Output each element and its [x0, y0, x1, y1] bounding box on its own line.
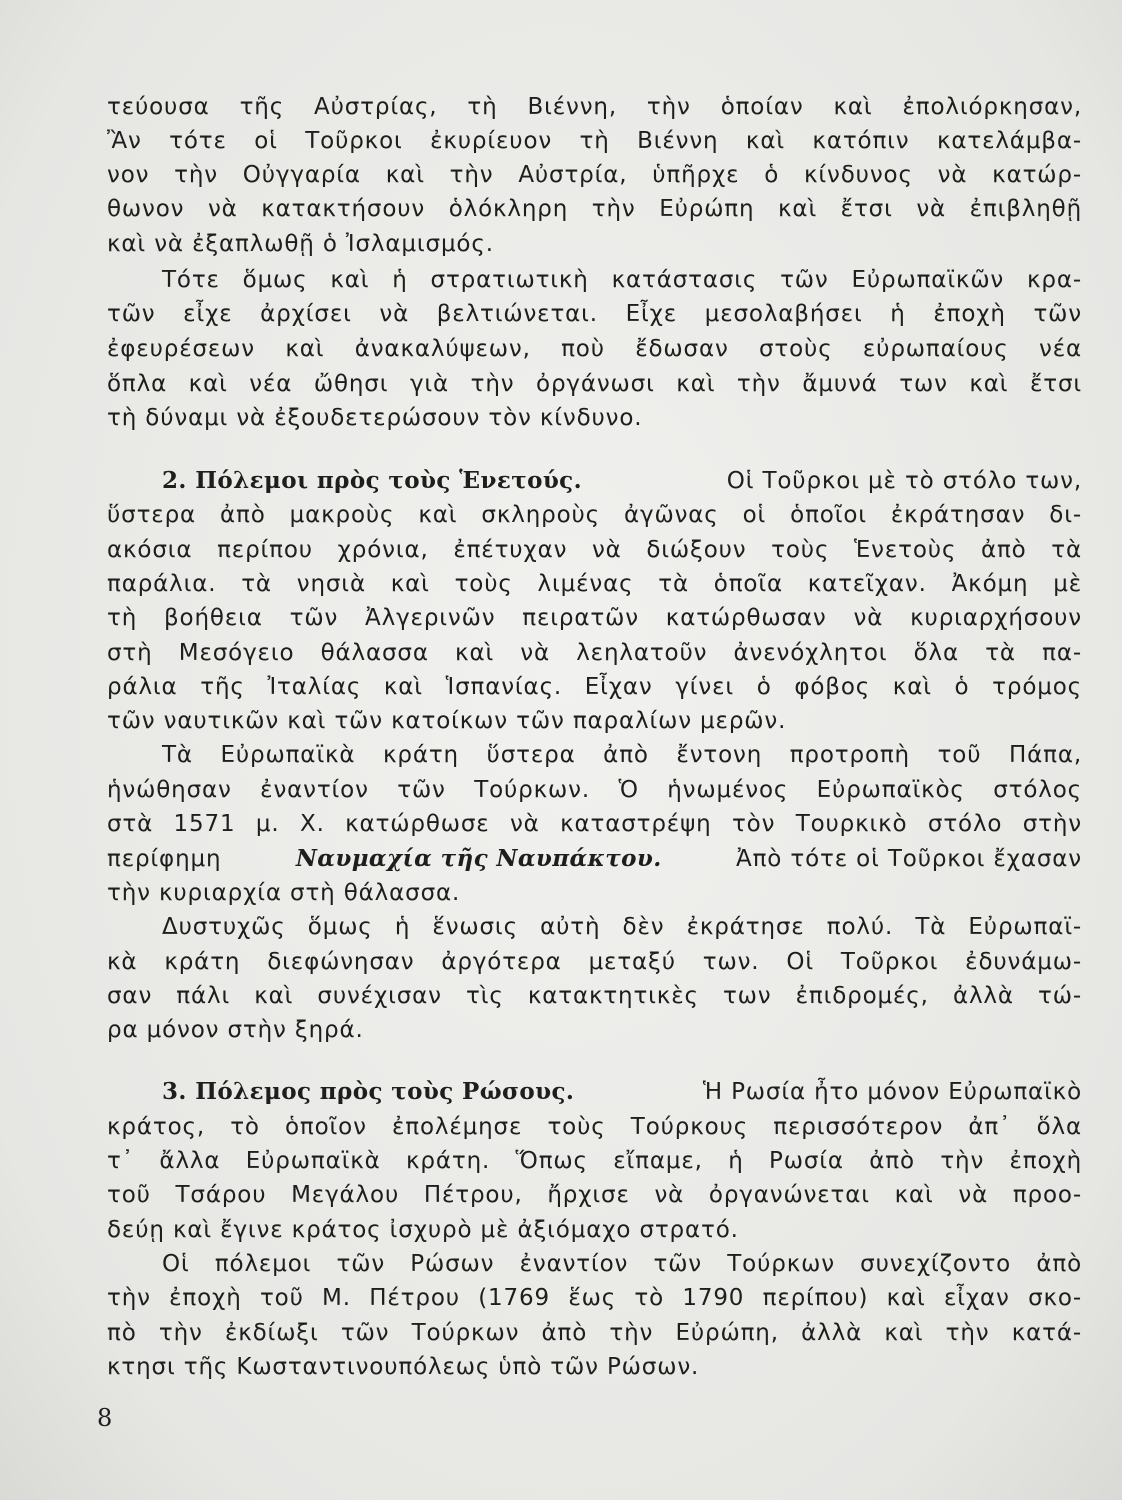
- text-line: τεύουσα τῆς Αὐστρίας, τὴ Βιέννη, τὴν ὁποίαν καὶ ἐπολιόρκησαν,: [107, 94, 1082, 120]
- text-line: τὴ δύναμι νὰ ἐξουδετερώσουν τὸν κίνδυνο.: [107, 405, 643, 431]
- text-line: στὰ 1571 μ. Χ. κατώρθωσε νὰ καταστρέψη τὸν Τουρκικὸ στόλο στὴν: [107, 811, 1082, 837]
- text-line: Τὰ Εὐρωπαϊκὰ κράτη ὕστερα ἀπὸ ἔντονη προτροπὴ τοῦ Πάπα,: [162, 742, 1082, 768]
- text-line: τὴν ἐποχὴ τοῦ Μ. Πέτρου (1769 ἕως τὸ 1790 περίπου) καὶ εἶχαν σκο-: [107, 1285, 1082, 1311]
- text-line: σαν πάλι καὶ συνέχισαν τὶς κατακτητικὲς των ἐπιδρομές, ἀλλὰ τώ-: [107, 983, 1082, 1009]
- text-line: ακόσια περίπου χρόνια, ἐπέτυχαν νὰ διώξουν τοὺς Ἑνετοὺς ἀπὸ τὰ: [107, 537, 1082, 563]
- text-line: στὴ Μεσόγειο θάλασσα καὶ νὰ λεηλατοῦν ἀνενόχλητοι ὅλα τὰ πα-: [107, 640, 1082, 666]
- text-line: τῶν ναυτικῶν καὶ τῶν κατοίκων τῶν παραλίων μερῶν.: [107, 708, 787, 734]
- text-line: δεύῃ καὶ ἔγινε κράτος ἰσχυρὸ μὲ ἀξιόμαχο στρατό.: [107, 1217, 739, 1243]
- text-line: καὶ νὰ ἐξαπλωθῇ ὁ Ἰσλαμισμός.: [107, 231, 494, 257]
- text-segment: περίφημη: [107, 846, 222, 872]
- page-number: 8: [97, 1404, 113, 1432]
- text-line: Δυστυχῶς ὅμως ἡ ἕνωσις αὐτὴ δὲν ἐκράτησε πολύ. Τὰ Εὐρωπαϊ-: [162, 914, 1082, 940]
- text-line: ὕστερα ἀπὸ μακροὺς καὶ σκληροὺς ἀγῶνας οἱ ὁποῖοι ἐκράτησαν δι-: [107, 502, 1082, 528]
- text-line: τ᾽ ἄλλα Εὐρωπαϊκὰ κράτη. Ὅπως εἴπαμε, ἡ Ρωσία ἀπὸ τὴν ἐποχὴ: [107, 1148, 1082, 1174]
- text-line: τοῦ Τσάρου Μεγάλου Πέτρου, ἤρχισε νὰ ὀργανώνεται καὶ νὰ προο-: [107, 1182, 1082, 1208]
- text-segment: Ἡ Ρωσία ἦτο μόνον Εὐρωπαϊκὸ: [702, 1079, 1082, 1105]
- text-line: Ἂν τότε οἱ Τοῦρκοι ἐκυρίευον τὴ Βιέννη καὶ κατόπιν κατελάμβα-: [107, 128, 1082, 154]
- text-line: κράτος, τὸ ὁποῖον ἐπολέμησε τοὺς Τούρκους περισσότερον ἀπ᾽ ὅλα: [107, 1114, 1082, 1140]
- text-line: παράλια. τὰ νησιὰ καὶ τοὺς λιμένας τὰ ὁποῖα κατεῖχαν. Ἀκόμη μὲ: [107, 571, 1082, 597]
- text-line: τὴν κυριαρχία στὴ θάλασσα.: [107, 880, 461, 906]
- text-segment: Ἀπὸ τότε οἱ Τοῦρκοι ἔχασαν: [736, 846, 1082, 872]
- text-line: κὰ κράτη διεφώνησαν ἀργότερα μεταξύ των. Οἱ Τοῦρκοι ἐδυνάμω-: [107, 949, 1082, 975]
- text-line: ἐφευρέσεων καὶ ἀνακαλύψεων, ποὺ ἔδωσαν στοὺς εὐρωπαίους νέα: [107, 336, 1082, 362]
- text-line: νον τὴν Οὐγγαρία καὶ τὴν Αὐστρία, ὑπῆρχε ὁ κίνδυνος νὰ κατώρ-: [107, 162, 1082, 188]
- text-line: τὴ βοήθεια τῶν Ἀλγερινῶν πειρατῶν κατώρθωσαν νὰ κυριαρχήσουν: [107, 605, 1082, 631]
- text-line: ἡνώθησαν ἐναντίον τῶν Τούρκων. Ὁ ἡνωμένος Εὐρωπαϊκὸς στόλος: [107, 777, 1082, 803]
- section-heading: 3. Πόλεμος πρὸς τοὺς Ρώσους.: [162, 1078, 575, 1105]
- text-line: θωνον νὰ κατακτήσουν ὁλόκληρη τὴν Εὐρώπη καὶ ἔτσι νὰ ἐπιβληθῇ: [107, 196, 1082, 222]
- text-line: Τότε ὅμως καὶ ἡ στρατιωτικὴ κατάστασις τῶν Εὐρωπαϊκῶν κρα-: [162, 267, 1082, 293]
- text-line: ρα μόνον στὴν ξηρά.: [107, 1017, 364, 1043]
- text-line: ὅπλα καὶ νέα ὤθησι γιὰ τὴν ὀργάνωσι καὶ τὴν ἄμυνά των καὶ ἔτσι: [107, 371, 1082, 397]
- section-heading: 2. Πόλεμοι πρὸς τοὺς Ἑνετούς.: [162, 467, 582, 494]
- text-line: ράλια τῆς Ἰταλίας καὶ Ἱσπανίας. Εἶχαν γίνει ὁ φόβος καὶ ὁ τρόμος: [107, 674, 1082, 700]
- text-line: πὸ τὴν ἐκδίωξι τῶν Τούρκων ἀπὸ τὴν Εὐρώπη, ἀλλὰ καὶ τὴν κατά-: [107, 1320, 1082, 1346]
- text-line: κτησι τῆς Κωσταντινουπόλεως ὑπὸ τῶν Ρώσων.: [107, 1354, 700, 1380]
- emphasized-term: Ναυμαχία τῆς Ναυπάκτου.: [295, 845, 662, 872]
- text-line: Οἱ πόλεμοι τῶν Ρώσων ἐναντίον τῶν Τούρκων συνεχίζοντο ἀπὸ: [162, 1251, 1082, 1277]
- text-line: τῶν εἶχε ἀρχίσει νὰ βελτιώνεται. Εἶχε μεσολαβήσει ἡ ἐποχὴ τῶν: [107, 301, 1082, 327]
- text-segment: Οἱ Τοῦρκοι μὲ τὸ στόλο των,: [726, 468, 1082, 494]
- mixed-line: [107, 842, 1082, 876]
- section-2-first-line: [162, 464, 1082, 498]
- section-3-first-line: [162, 1075, 1082, 1109]
